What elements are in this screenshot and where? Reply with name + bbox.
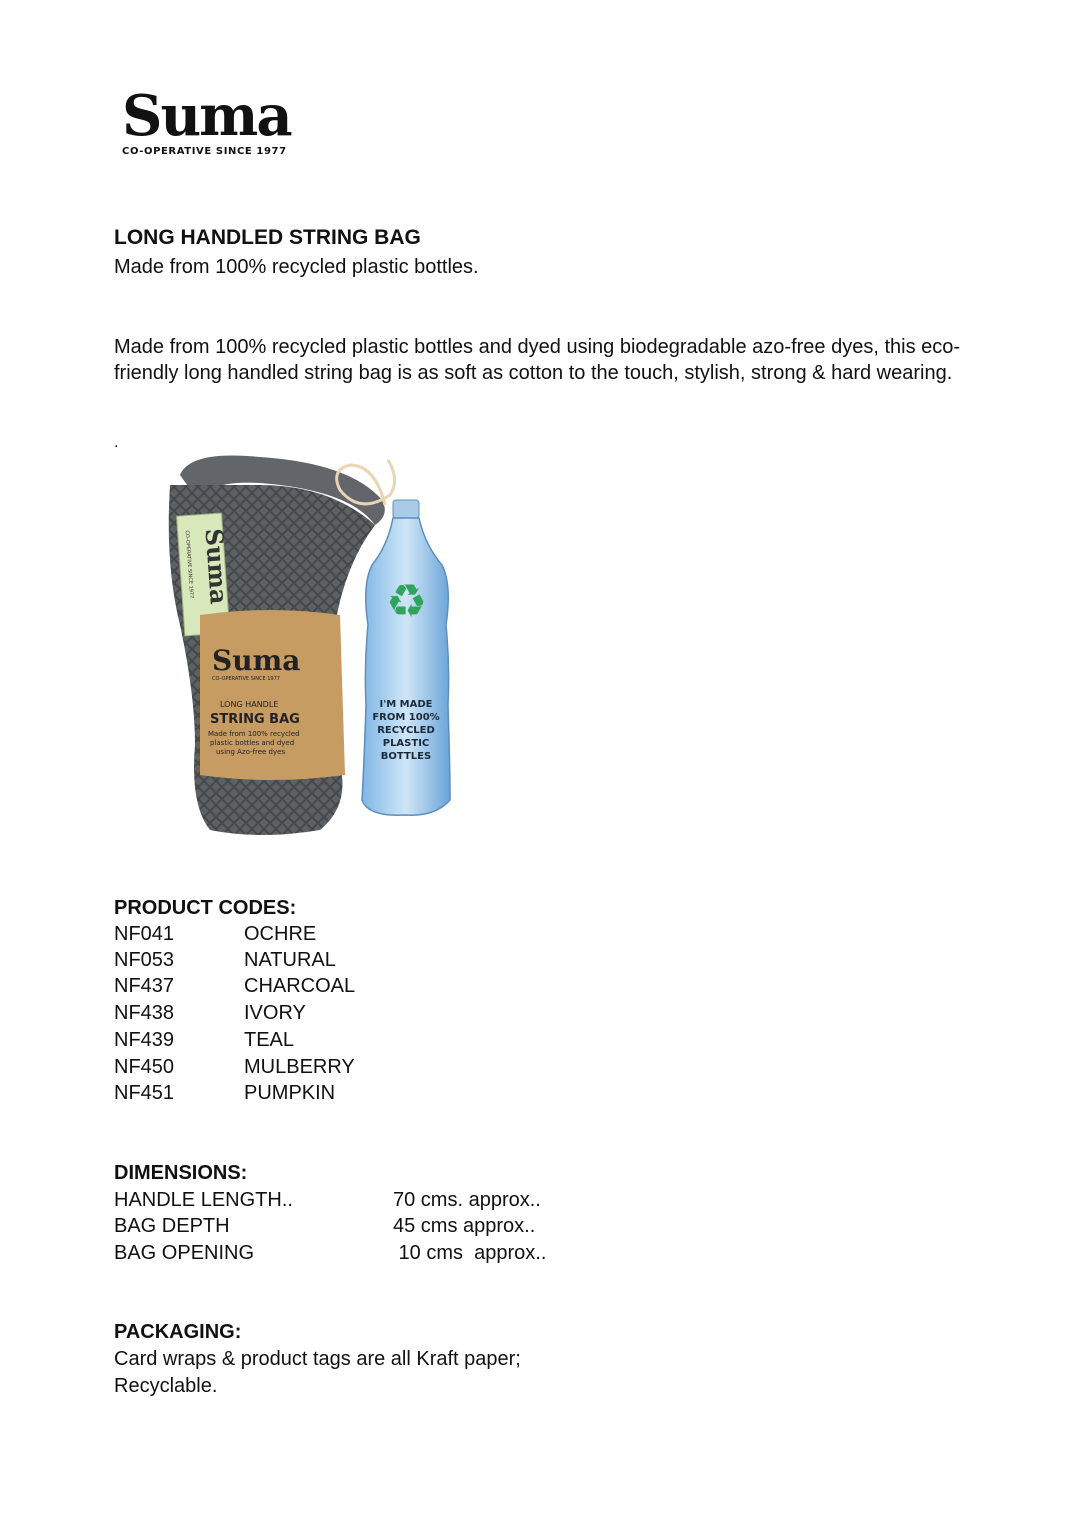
code-value: NF450 (114, 1056, 175, 1078)
dimension-label: HANDLE LENGTH.. (114, 1189, 293, 1211)
stray-dot: . (114, 434, 119, 451)
code-value: NF439 (114, 1029, 175, 1051)
dimension-label: BAG DEPTH (114, 1215, 230, 1237)
bag-tag-tagline: CO-OPERATIVE SINCE 1977 (183, 530, 195, 599)
packaging-line2: Recyclable. (114, 1375, 218, 1397)
code-value: NF041 (114, 923, 175, 945)
code-value: NF451 (114, 1082, 175, 1104)
band-line5: using Azo-free dyes (216, 748, 286, 756)
product-subtitle: Made from 100% recycled plastic bottles. (114, 256, 479, 278)
bottle-line1: I'M MADE (379, 699, 433, 710)
dimensions-heading: DIMENSIONS: (114, 1162, 248, 1184)
code-colour: IVORY (244, 1002, 306, 1024)
band-line3: Made from 100% recycled (208, 730, 300, 738)
packaging-line1: Card wraps & product tags are all Kraft paper; (114, 1348, 521, 1370)
band-brand: Suma (212, 644, 301, 677)
recycle-icon: ♻ (386, 574, 428, 628)
code-colour: OCHRE (244, 923, 317, 945)
plastic-bottle (362, 500, 450, 815)
code-value: NF053 (114, 949, 175, 971)
dimension-label: BAG OPENING (114, 1242, 255, 1264)
bag-tag-brand: Suma (199, 527, 234, 606)
product-description: Made from 100% recycled plastic bottles and dyed using biodegradable azo-free dyes, this eco-friendly long handled string bag is as soft as cotton to the touch, stylish, strong & hard wearing. (114, 336, 961, 384)
code-colour: PUMPKIN (244, 1082, 336, 1104)
bottle-line2: FROM 100% (372, 712, 440, 723)
code-colour: CHARCOAL (244, 975, 356, 997)
dimension-value: 45 cms approx.. (393, 1215, 536, 1237)
band-line1: LONG HANDLE (220, 700, 279, 709)
logo-tagline: CO-OPERATIVE SINCE 1977 (122, 146, 287, 157)
product-photo (150, 445, 470, 845)
code-colour: MULBERRY (244, 1056, 355, 1078)
suma-logo (122, 83, 302, 157)
bottle-line3: RECYCLED (377, 725, 435, 736)
packaging-heading: PACKAGING: (114, 1321, 242, 1343)
product-title: LONG HANDLED STRING BAG (114, 226, 421, 249)
bottle-line4: PLASTIC (382, 738, 430, 749)
band-line4: plastic bottles and dyed (210, 739, 295, 747)
logo-wordmark: Suma (122, 83, 291, 149)
codes-heading: PRODUCT CODES: (114, 897, 297, 919)
code-value: NF438 (114, 1002, 175, 1024)
bottle-line5: BOTTLES (380, 751, 432, 762)
band-tagline: CO-OPERATIVE SINCE 1977 (212, 676, 280, 682)
band-line2: STRING BAG (210, 712, 300, 727)
code-colour: TEAL (244, 1029, 295, 1051)
kraft-band (200, 610, 345, 780)
dimension-value: 10 cms approx.. (393, 1242, 547, 1264)
code-value: NF437 (114, 975, 175, 997)
code-colour: NATURAL (244, 949, 336, 971)
dimension-value: 70 cms. approx.. (393, 1189, 541, 1211)
